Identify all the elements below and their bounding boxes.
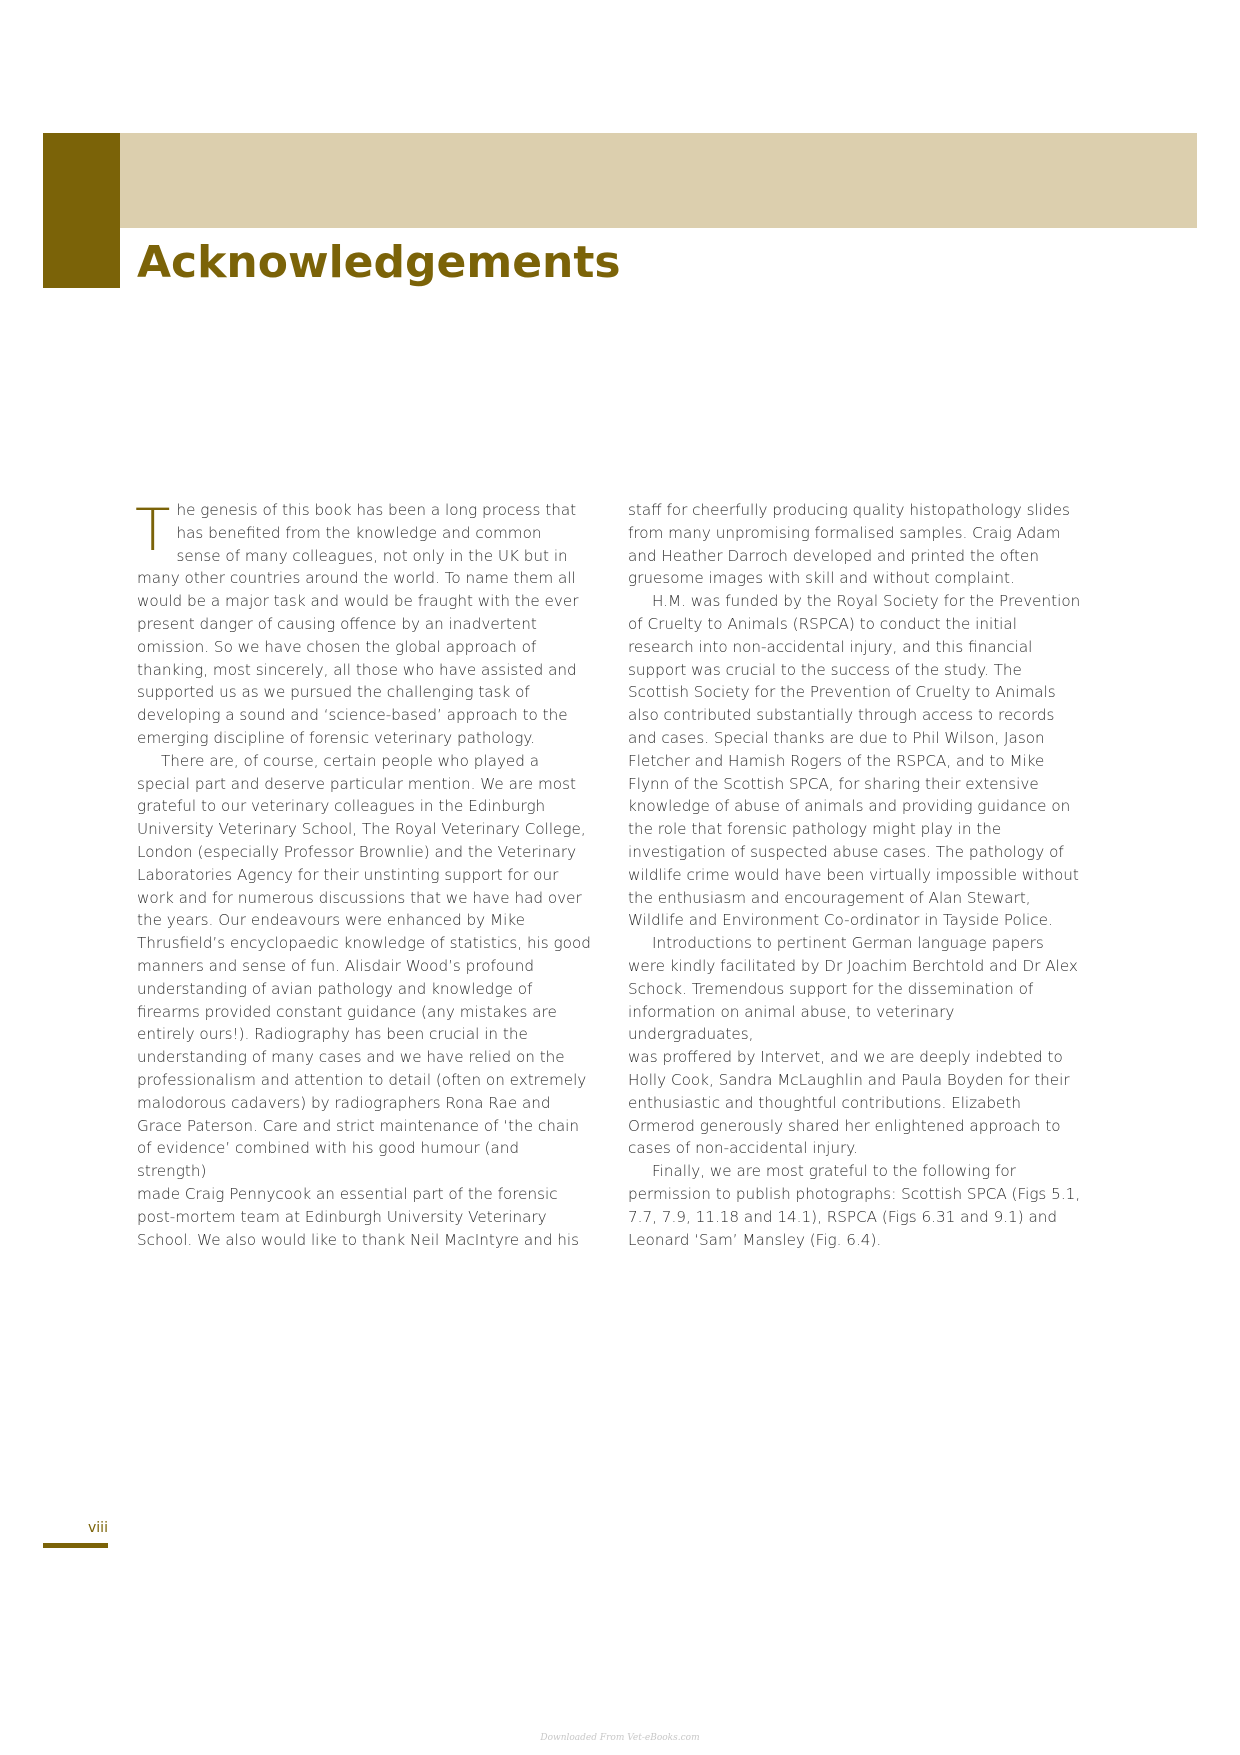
page-number-rule xyxy=(43,1543,108,1548)
page-number: viii xyxy=(88,1520,108,1536)
paragraph-intro xyxy=(135,496,592,750)
paragraph-introductions: Introductions to pertinent German language papers were kindly facilitated by Dr Joachim Berchtold and Dr Alex Schock. Tremendous support for the dissemination of information on animal abuse, to veterinary undergraduates, was proffered by Intervet, and we are deeply indebted to Holly Cook, Sandra McLaughlin and Paula Boyden for their enthusiastic and thoughtful contributions. Elizabeth Ormerod generously shared her enlightened approach to cases of non-accidental injury. xyxy=(628,934,1078,1158)
paragraph-funding: H.M. was funded by the Royal Society for the Prevention of Cruelty to Animals (RSPCA) to conduct the initial research into non-accidental injury, and this financial support was crucial to the success of the study. The Scottish Society for the Prevention of Cruelty to Animals also contributed substantially through access to records and cases. Special thanks are due to Phil Wilson, Jason Fletcher and Hamish Rogers of the RSPCA, and to Mike Flynn of the Scottish SPCA, for sharing their extensive knowledge of abuse of animals and providing guidance on the role that forensic pathology might play in the investigation of suspected abuse cases. The pathology of wildlife crime would have been virtually impossible without the enthusiasm and encouragement of Alan Stewart, Wildlife and Environment Co-ordinator in Tayside Police. xyxy=(628,592,1081,930)
paragraph-intro-text: he genesis of this book has been a long process that has benefited from the knowledge and common sense of many colleagues, not only in the UK but in many other countries around the world. To name them all would be a major task and would be fraught with the ever present danger of causing offence by an inadvertent omission. So we have chosen the global approach of thanking, most sincerely, all those who have assisted and supported us as we pursued the challenging task of developing a sound and ‘science-based’ approach to the emerging discipline of forensic veterinary pathology. xyxy=(137,501,579,747)
paragraph-continued: staff for cheerfully producing quality histopathology slides from many unpromising formalised samples. Craig Adam and Heather Darroch developed and printed the often gruesome images with skill and without complaint. xyxy=(628,501,1070,588)
right-column xyxy=(628,499,1084,1251)
page-title: Acknowledgements xyxy=(137,237,621,288)
download-watermark: Downloaded From Vet-eBooks.com xyxy=(540,1733,700,1743)
paragraph-special-thanks: There are, of course, certain people who played a special part and deserve particular mention. We are most grateful to our veterinary colleagues in the Edinburgh University Veterinary School, The Royal Veterinary College, London (especially Professor Brownlie) and the Veterinary Laboratories Agency for their unstinting support for our work and for numerous discussions that we have had over the years. Our endeavours were enhanced by Mike Thrusfield’s encyclopaedic knowledge of statistics, his good manners and sense of fun. Alisdair Wood’s profound understanding of avian pathology and knowledge of firearms provided constant guidance (any mistakes are entirely ours!). Radiography has been crucial in the understanding of many cases and we have relied on the professionalism and attention to detail (often on extremely malodorous cadavers) by radiographers Rona Rae and Grace Paterson. Care and strict maintenance of ‘the chain of evidence’ combined with his good humour (and strength) made Craig Pennycook an essential part of the forensic post-mortem team at Edinburgh University Veterinary School. We also would like to thank Neil MacIntyre and his xyxy=(137,751,591,1249)
left-column xyxy=(135,496,592,1251)
paragraph-permissions: Finally, we are most grateful to the following for permission to publish photographs: Scottish SPCA (Figs 5.1, 7.7, 7.9, 11.18 and 14.1), RSPCA (Figs 6.31 and 9.1) and Leonard ‘Sam’ Mansley (Fig. 6.4). xyxy=(628,1162,1081,1249)
drop-cap: T xyxy=(135,496,171,564)
header-banner-light xyxy=(120,133,1197,228)
header-banner-dark-block xyxy=(43,133,120,288)
